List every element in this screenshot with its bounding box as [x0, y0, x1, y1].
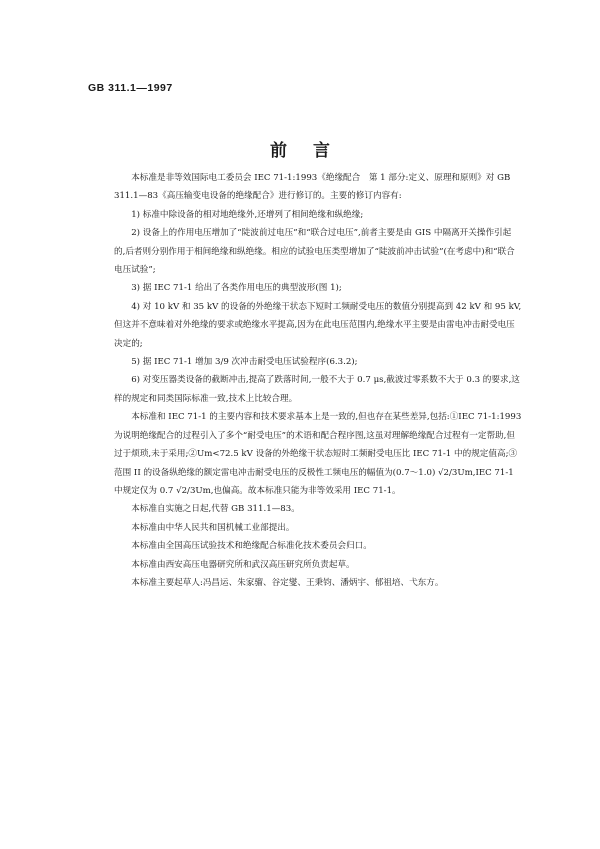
paragraph-replaces: 本标准自实施之日起,代替 GB 311.1—83。 [131, 504, 300, 515]
revision-item-3: 3) 据 IEC 71-1 给出了各类作用电压的典型波形(图 1); [131, 283, 342, 294]
revision-item-2: 2) 设备上的作用电压增加了“陡波前过电压”和“联合过电压”,前者主要是由 GIS 中隔离开关操作引起的,后者则分别作用于相间绝缘和纵绝缘。相应的试验电压类型增加了“陡波前冲击试验”(在考虑中)和“联合电压试验”; [114, 228, 515, 276]
paragraph-centralized-by: 本标准由全国高压试验技术和绝缘配合标准化技术委员会归口。 [131, 541, 372, 552]
standard-code: GB 311.1—1997 [88, 82, 173, 94]
paragraph-proposed-by: 本标准由中华人民共和国机械工业部提出。 [131, 522, 295, 533]
page-title: 前言 [270, 141, 356, 161]
revision-item-1: 1) 标准中除设备的相对地绝缘外,还增列了相间绝缘和纵绝缘; [131, 209, 364, 220]
paragraph-intro: 本标准是非等效国际电工委员会 IEC 71-1:1993《绝缘配合 第 1 部分:定义、原理和原则》对 GB 311.1—83《高压输变电设备的绝缘配合》进行修订的。主要的修订内容有: [114, 173, 511, 202]
paragraph-drafted-by: 本标准由西安高压电器研究所和武汉高压研究所负责起草。 [131, 559, 355, 570]
revision-item-5: 5) 据 IEC 71-1 增加 3/9 次冲击耐受电压试验程序(6.3.2); [131, 357, 358, 368]
foreword-body [114, 169, 522, 592]
paragraph-differences: 本标准和 IEC 71-1 的主要内容和技术要求基本上是一致的,但也存在某些差异,包括:①IEC 71-1:1993 为说明绝缘配合的过程引入了多个“耐受电压”的术语和配合程序图,这虽对理解绝缘配合过程有一定帮助,但过于烦琐,未于采用;②Um<72.5 kV 设备的外绝缘干状态短时工频耐受电压比 IEC 71-1 中的规定值高;③范围 II 的设备纵绝缘的额定雷电冲击耐受电压的反极性工频电压的幅值为(0.7～1.0) √2/3Um,IEC 71-1 中规定仅为 0.7 √2/3Um,也偏高。故本标准只能为非等效采用 IEC 71-1。 [114, 412, 522, 496]
paragraph-drafters: 本标准主要起草人:冯昌运、朱家骝、谷定燮、王秉钧、潘炳宇、郁祖培、弋东方。 [131, 577, 444, 588]
revision-item-6: 6) 对变压器类设备的截断冲击,提高了跌落时间,一般不大于 0.7 μs,截波过零系数不大于 0.3 的要求,这样的规定和同类国际标准一致,技术上比较合理。 [114, 375, 520, 404]
revision-item-4: 4) 对 10 kV 和 35 kV 的设备的外绝缘干状态下短时工频耐受电压的数值分别提高到 42 kV 和 95 kV,但这并不意味着对外绝缘的要求或绝缘水平提高,因为在此电压范围内,绝缘水平主要是由雷电冲击耐受电压决定的; [114, 301, 522, 349]
